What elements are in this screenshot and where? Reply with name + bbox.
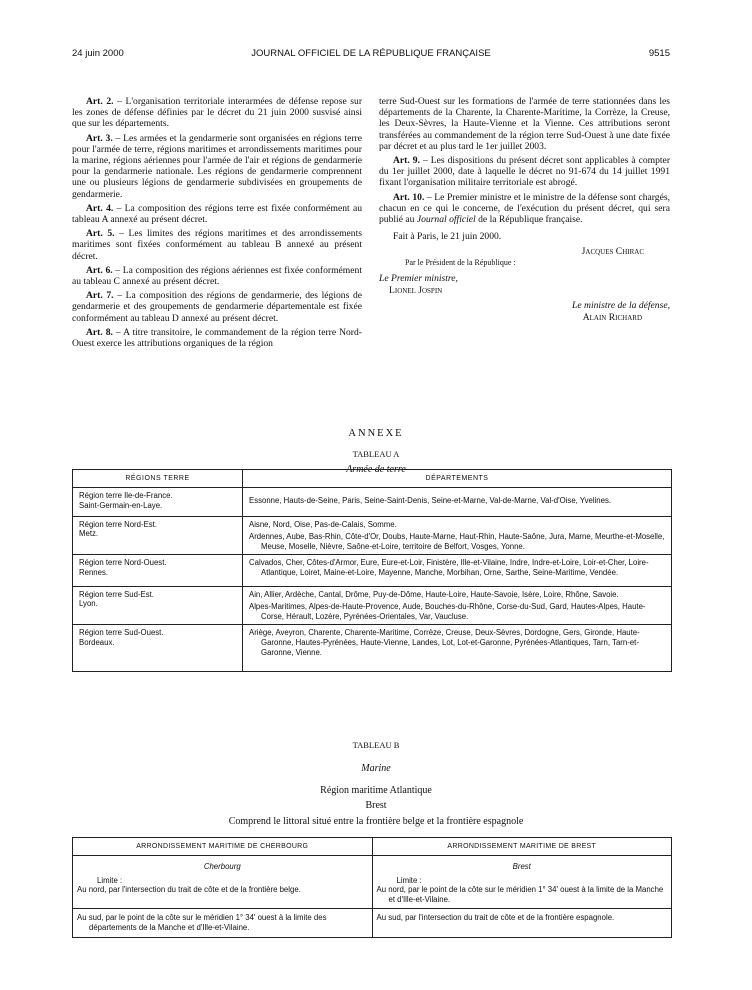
table-header-row: [73, 470, 672, 488]
header-page-number: 9515: [648, 48, 670, 59]
region-name: Région terre Sud-Est.: [79, 589, 154, 599]
column-header-brest: ARRONDISSEMENT MARITIME DE BREST: [372, 838, 672, 856]
article-2: Art. 2. – L'organisation territoriale interarmées de défense repose sur les zones de défense définies par le décret du 21 juin 2000 susvisé ainsi que sur les départements.: [72, 96, 363, 130]
region-maritime: Région maritime Atlantique: [320, 785, 432, 796]
header-date: 24 juin 2000: [72, 48, 124, 59]
region-maritime-city: Brest: [365, 800, 387, 811]
limite-nord: Au nord, par le point de la côte sur le méridien 1° 34' ouest à la limite de la Manche et d'Ille-et-Vilaine.: [376, 885, 664, 904]
region-name: Région terre Ile-de-France.: [79, 491, 173, 500]
limite-sud: Au sud, par le point de la côte sur le méridien 1° 34' ouest à la limite des départements de la Manche et d'Ille-et-Vilaine.: [77, 913, 327, 932]
premier-ministre-label: Le Premier ministre,: [379, 273, 458, 285]
table-row: [73, 586, 672, 625]
tableau-b-subtitle: Marine: [361, 763, 391, 774]
limite-sud: Au sud, par l'intersection du trait de côte et de la frontière espagnole.: [376, 913, 615, 923]
signature-chirac: Jacques Chirac: [581, 245, 644, 257]
table-row: [73, 856, 672, 875]
article-8: Art. 8. – A titre transitoire, le commandement de la région terre Nord-Ouest exerce les attributions organiques de la région: [72, 326, 362, 350]
page-header: [72, 48, 670, 62]
table-row: [73, 488, 672, 517]
tableau-b-title: TABLEAU B: [352, 740, 400, 750]
limite-label: Limite :: [396, 875, 422, 885]
region-name: Région terre Sud-Ouest.: [79, 628, 164, 638]
region-name: Région terre Nord-Est.: [79, 519, 157, 529]
region-city: Lyon.: [79, 599, 98, 609]
arrondissement-city: Cherbourg: [73, 856, 373, 875]
table-row: [73, 516, 672, 555]
departements-list: Aisne, Nord, Oise, Pas-de-Calais, Somme.: [249, 519, 397, 529]
departements-list: Ain, Allier, Ardèche, Cantal, Drôme, Puy-de-Dôme, Haute-Loire, Haute-Savoie, Isère, Loire, Rhône, Savoie.: [249, 589, 619, 599]
tableau-a: [72, 469, 672, 672]
limite-label: Limite :: [97, 875, 123, 885]
table-row: [73, 909, 672, 937]
article-10: Art. 10. – Le Premier ministre et le ministre de la défense sont chargés, chacun en ce qui le concerne, de l'exécution du présent décret, qui sera publié au Journal officiel de la République française.: [379, 191, 670, 226]
departements-list: Ardennes, Aube, Bas-Rhin, Côte-d'Or, Doubs, Haute-Marne, Haut-Rhin, Haute-Saône, Jura, Marne, Meurthe-et-Moselle, Meuse, Moselle, Nièvre, Saône-et-Loire, territoire de Belfort, Vosges, Yonne.: [249, 532, 665, 551]
table-row: [73, 555, 672, 586]
right-column: [379, 96, 670, 323]
signature-jospin: Lionel Jospin: [389, 284, 443, 296]
ministre-defense-label: Le ministre de la défense,: [572, 300, 670, 312]
region-name: Région terre Nord-Ouest.: [79, 558, 167, 568]
arrondissement-city: Brest: [372, 856, 672, 875]
article-8-continued: terre Sud-Ouest sur les formations de l'armée de terre stationnées dans les départements de la Charente, la Charente-Maritime, la Corrèze, la Creuse, les Deux-Sèvres, la Haute-Vienne et la Vienne. Ces attributions seront transférées au commandement de la région terre Sud-Ouest à une date fixée par décret et au plus tard le 1er juillet 2003.: [379, 96, 670, 152]
column-header-regions: RÉGIONS TERRE: [73, 470, 243, 488]
article-4: Art. 4. – La composition des régions terre est fixée conformément au tableau A annexé au présent décret.: [72, 202, 363, 226]
article-3: Art. 3. – Les armées et la gendarmerie sont organisées en régions terre pour l'armée de terre, régions maritimes et arrondissements maritimes pour la marine, régions aériennes pour l'armée de l'air et régions de gendarmerie pour la gendarmerie nationale. Les régions de gendarmerie comprennent une ou plusieurs légions de gendarmerie subdivisées en groupements de gendarmerie.: [72, 132, 362, 200]
region-city: Saint-Germain-en-Laye.: [79, 500, 163, 510]
departements-list: Calvados, Cher, Côtes-d'Armor, Eure, Eure-et-Loir, Finistère, Ille-et-Vilaine, Indre, Indre-et-Loire, Loir-et-Cher, Loire-Atlantique, Loiret, Maine-et-Loire, Mayenne, Manche, Morbihan, Orne, Sarthe, Seine-Maritime, Vendée.: [249, 558, 649, 577]
par-le-president: Par le Président de la République :: [405, 258, 516, 268]
column-header-departements: DÉPARTEMENTS: [243, 470, 672, 488]
region-city: Bordeaux.: [79, 637, 115, 647]
signatures: [379, 231, 670, 323]
header-title: JOURNAL OFFICIEL DE LA RÉPUBLIQUE FRANÇAISE: [251, 48, 491, 59]
tableau-a-subtitle: Armée de terre: [346, 464, 406, 475]
annexe-heading: ANNEXE: [348, 428, 404, 439]
article-7: Art. 7. – La composition des régions de gendarmerie, des légions de gendarmerie et des groupements de gendarmerie départementale est fixée conformément au tableau D annexé au présent décret.: [72, 290, 362, 324]
tableau-a-title: TABLEAU A: [352, 449, 400, 459]
article-6: Art. 6. – La composition des régions aériennes est fixée conformément au tableau C annexé au présent décret.: [72, 264, 362, 288]
departements-list: Ariège, Aveyron, Charente, Charente-Maritime, Corrèze, Creuse, Deux-Sèvres, Dordogne, Gers, Gironde, Haute-Garonne, Hautes-Pyrénées, Haute-Vienne, Landes, Lot, Lot-et-Garonne, Pyrénées-Atlantiques, Tarn, Tarn-et-Garonne, Vienne.: [249, 628, 640, 657]
table-row: [73, 625, 672, 672]
departements-list: Essonne, Hauts-de-Seine, Paris, Seine-Saint-Denis, Seine-et-Marne, Val-de-Marne, Val-d'Oise, Yvelines.: [249, 496, 612, 505]
littoral-description: Comprend le littoral situé entre la frontière belge et la frontière espagnole: [228, 816, 524, 827]
region-city: Metz.: [79, 529, 99, 539]
fait-a-paris: Fait à Paris, le 21 juin 2000.: [393, 231, 502, 243]
departements-list: Alpes-Maritimes, Alpes-de-Haute-Provence, Aude, Bouches-du-Rhône, Corse-du-Sud, Gard, Hautes-Alpes, Haute-Corse, Hérault, Lozère, Pyrénées-Orientales, Var, Vaucluse.: [249, 602, 646, 621]
table-row: [73, 875, 672, 909]
tableau-b: [72, 837, 672, 938]
article-9: Art. 9. – Les dispositions du présent décret sont applicables à compter du 1er juillet 2000, date à laquelle le décret no 91-674 du 14 juillet 1991 fixant l'organisation militaire territoriale est abrogé.: [379, 155, 671, 189]
column-header-cherbourg: ARRONDISSEMENT MARITIME DE CHERBOURG: [73, 838, 373, 856]
limite-nord: Au nord, par l'intersection du trait de côte et de la frontière belge.: [77, 885, 301, 895]
signature-richard: Alain Richard: [582, 311, 642, 323]
left-column: [72, 96, 362, 352]
article-5: Art. 5. – Les limites des régions maritimes et des arrondissements maritimes sont fixées conformément au tableau B annexé au présent décret.: [72, 228, 362, 262]
region-city: Rennes.: [79, 567, 109, 577]
table-header-row: [73, 838, 672, 856]
